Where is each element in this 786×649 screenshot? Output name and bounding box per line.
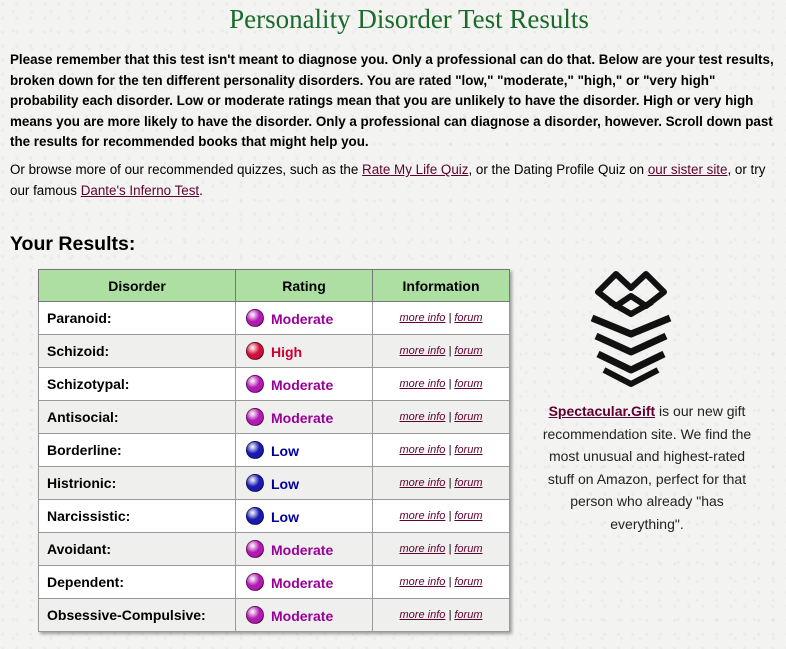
forum-link-antisocial[interactable]: forum <box>454 411 483 423</box>
browse-text-part: Or browse more of our recommended quizzes, such as the <box>10 162 363 177</box>
intro-text: Please remember that this test isn't meant to diagnose you. Only a professional can do that. Below are your test results, broken down for the ten different personality disorders. You are rated "low," "moderate," "high," or "very high" probability each disorder. Low or moderate ratings mean that you are unlikely to have the disorder. High or very high means you are more likely to have the disorder. Only a professional can diagnose a disorder, however. Scroll down past the results for recommended books that might help you. <box>10 52 774 149</box>
gift-promo-description: is our new gift recommendation site. We find the most unusual and highest-rated stuff on Amazon, perfect for that person who already "has everything". <box>542 403 752 532</box>
table-row <box>39 335 510 368</box>
rating-value: Low <box>271 476 299 492</box>
rating-cell <box>236 434 373 467</box>
more-info-link-schizoid[interactable]: more info <box>399 345 446 357</box>
forum-link-obsessive-compulsive[interactable]: forum <box>454 609 483 621</box>
browse-text-part: , or the Dating Profile Quiz on <box>468 162 648 177</box>
header-information: Information <box>373 270 510 302</box>
gift-promo-text <box>538 400 756 535</box>
rating-value: Moderate <box>271 575 334 591</box>
disorder-name: Borderline: <box>39 434 236 467</box>
link-separator: | <box>448 411 452 423</box>
info-cell <box>373 368 510 401</box>
rating-cell <box>236 533 373 566</box>
more-info-link-histrionic[interactable]: more info <box>399 477 446 489</box>
rating-dot-icon <box>246 606 264 624</box>
disorder-name: Schizotypal: <box>39 368 236 401</box>
more-info-link-obsessive-compulsive[interactable]: more info <box>399 609 446 621</box>
rating-value: Moderate <box>271 377 334 393</box>
more-info-link-dependent[interactable]: more info <box>399 576 446 588</box>
forum-link-dependent[interactable]: forum <box>454 576 483 588</box>
link-separator: | <box>448 510 452 522</box>
rating-cell <box>236 599 373 632</box>
rating-dot-icon <box>246 408 264 426</box>
header-disorder: Disorder <box>39 270 236 302</box>
info-cell <box>373 599 510 632</box>
info-cell <box>373 533 510 566</box>
info-cell <box>373 500 510 533</box>
rating-value: High <box>271 344 303 360</box>
forum-link-histrionic[interactable]: forum <box>454 477 483 489</box>
more-info-link-avoidant[interactable]: more info <box>399 543 446 555</box>
rating-cell <box>236 500 373 533</box>
link-separator: | <box>448 312 452 324</box>
link-separator: | <box>448 609 452 621</box>
disorder-name: Avoidant: <box>39 533 236 566</box>
browse-text <box>10 160 782 201</box>
link-separator: | <box>448 345 452 357</box>
rating-cell <box>236 566 373 599</box>
gift-box-icon <box>588 266 674 390</box>
header-rating: Rating <box>236 270 373 302</box>
rating-cell <box>236 368 373 401</box>
more-info-link-narcissistic[interactable]: more info <box>399 510 446 522</box>
results-heading: Your Results: <box>10 233 136 255</box>
link-separator: | <box>448 576 452 588</box>
info-cell <box>373 401 510 434</box>
forum-link-narcissistic[interactable]: forum <box>454 510 483 522</box>
results-table <box>38 269 510 632</box>
more-info-link-antisocial[interactable]: more info <box>399 411 446 423</box>
more-info-link-borderline[interactable]: more info <box>399 444 446 456</box>
table-row <box>39 467 510 500</box>
rating-cell <box>236 401 373 434</box>
table-row <box>39 401 510 434</box>
disorder-name: Paranoid: <box>39 302 236 335</box>
forum-link-paranoid[interactable]: forum <box>454 312 483 324</box>
table-row <box>39 566 510 599</box>
results-table-header <box>39 270 510 302</box>
rating-cell <box>236 335 373 368</box>
table-row <box>39 500 510 533</box>
link-separator: | <box>448 477 452 489</box>
dantes-inferno-test-link[interactable]: Dante's Inferno Test <box>80 182 200 198</box>
link-separator: | <box>448 378 452 390</box>
browse-text-part: , or try our famous <box>10 162 766 198</box>
link-separator: | <box>448 444 452 456</box>
link-separator: | <box>448 543 452 555</box>
disorder-name: Dependent: <box>39 566 236 599</box>
rating-dot-icon <box>246 474 264 492</box>
info-cell <box>373 335 510 368</box>
rating-cell <box>236 467 373 500</box>
table-row <box>39 302 510 335</box>
rating-value: Low <box>271 443 299 459</box>
rating-value: Moderate <box>271 542 334 558</box>
rating-value: Moderate <box>271 410 334 426</box>
rating-dot-icon <box>246 441 264 459</box>
forum-link-avoidant[interactable]: forum <box>454 543 483 555</box>
spectacular-gift-link[interactable]: Spectacular.Gift <box>548 403 656 419</box>
rating-dot-icon <box>246 540 264 558</box>
forum-link-schizotypal[interactable]: forum <box>454 378 483 390</box>
rating-dot-icon <box>246 309 264 327</box>
more-info-link-schizotypal[interactable]: more info <box>399 378 446 390</box>
table-row <box>39 599 510 632</box>
forum-link-schizoid[interactable]: forum <box>454 345 483 357</box>
disorder-name: Schizoid: <box>39 335 236 368</box>
sister-site-link[interactable]: our sister site <box>647 162 728 177</box>
rate-my-life-quiz-link[interactable]: Rate My Life Quiz <box>362 162 469 177</box>
page-title: Personality Disorder Test Results <box>229 4 589 34</box>
table-row <box>39 533 510 566</box>
rating-value: Moderate <box>271 608 334 624</box>
rating-value: Low <box>271 509 299 525</box>
disorder-name: Obsessive-Compulsive: <box>39 599 236 632</box>
rating-dot-icon <box>246 342 264 360</box>
info-cell <box>373 434 510 467</box>
table-row <box>39 434 510 467</box>
info-cell <box>373 302 510 335</box>
table-row <box>39 368 510 401</box>
rating-cell <box>236 302 373 335</box>
disorder-name: Narcissistic: <box>39 500 236 533</box>
rating-dot-icon <box>246 573 264 591</box>
browse-text-part: . <box>199 182 203 198</box>
forum-link-borderline[interactable]: forum <box>454 444 483 456</box>
disorder-name: Antisocial: <box>39 401 236 434</box>
rating-value: Moderate <box>271 311 334 327</box>
rating-dot-icon <box>246 507 264 525</box>
more-info-link-paranoid[interactable]: more info <box>399 312 446 324</box>
disorder-name: Histrionic: <box>39 467 236 500</box>
rating-dot-icon <box>246 375 264 393</box>
info-cell <box>373 467 510 500</box>
info-cell <box>373 566 510 599</box>
